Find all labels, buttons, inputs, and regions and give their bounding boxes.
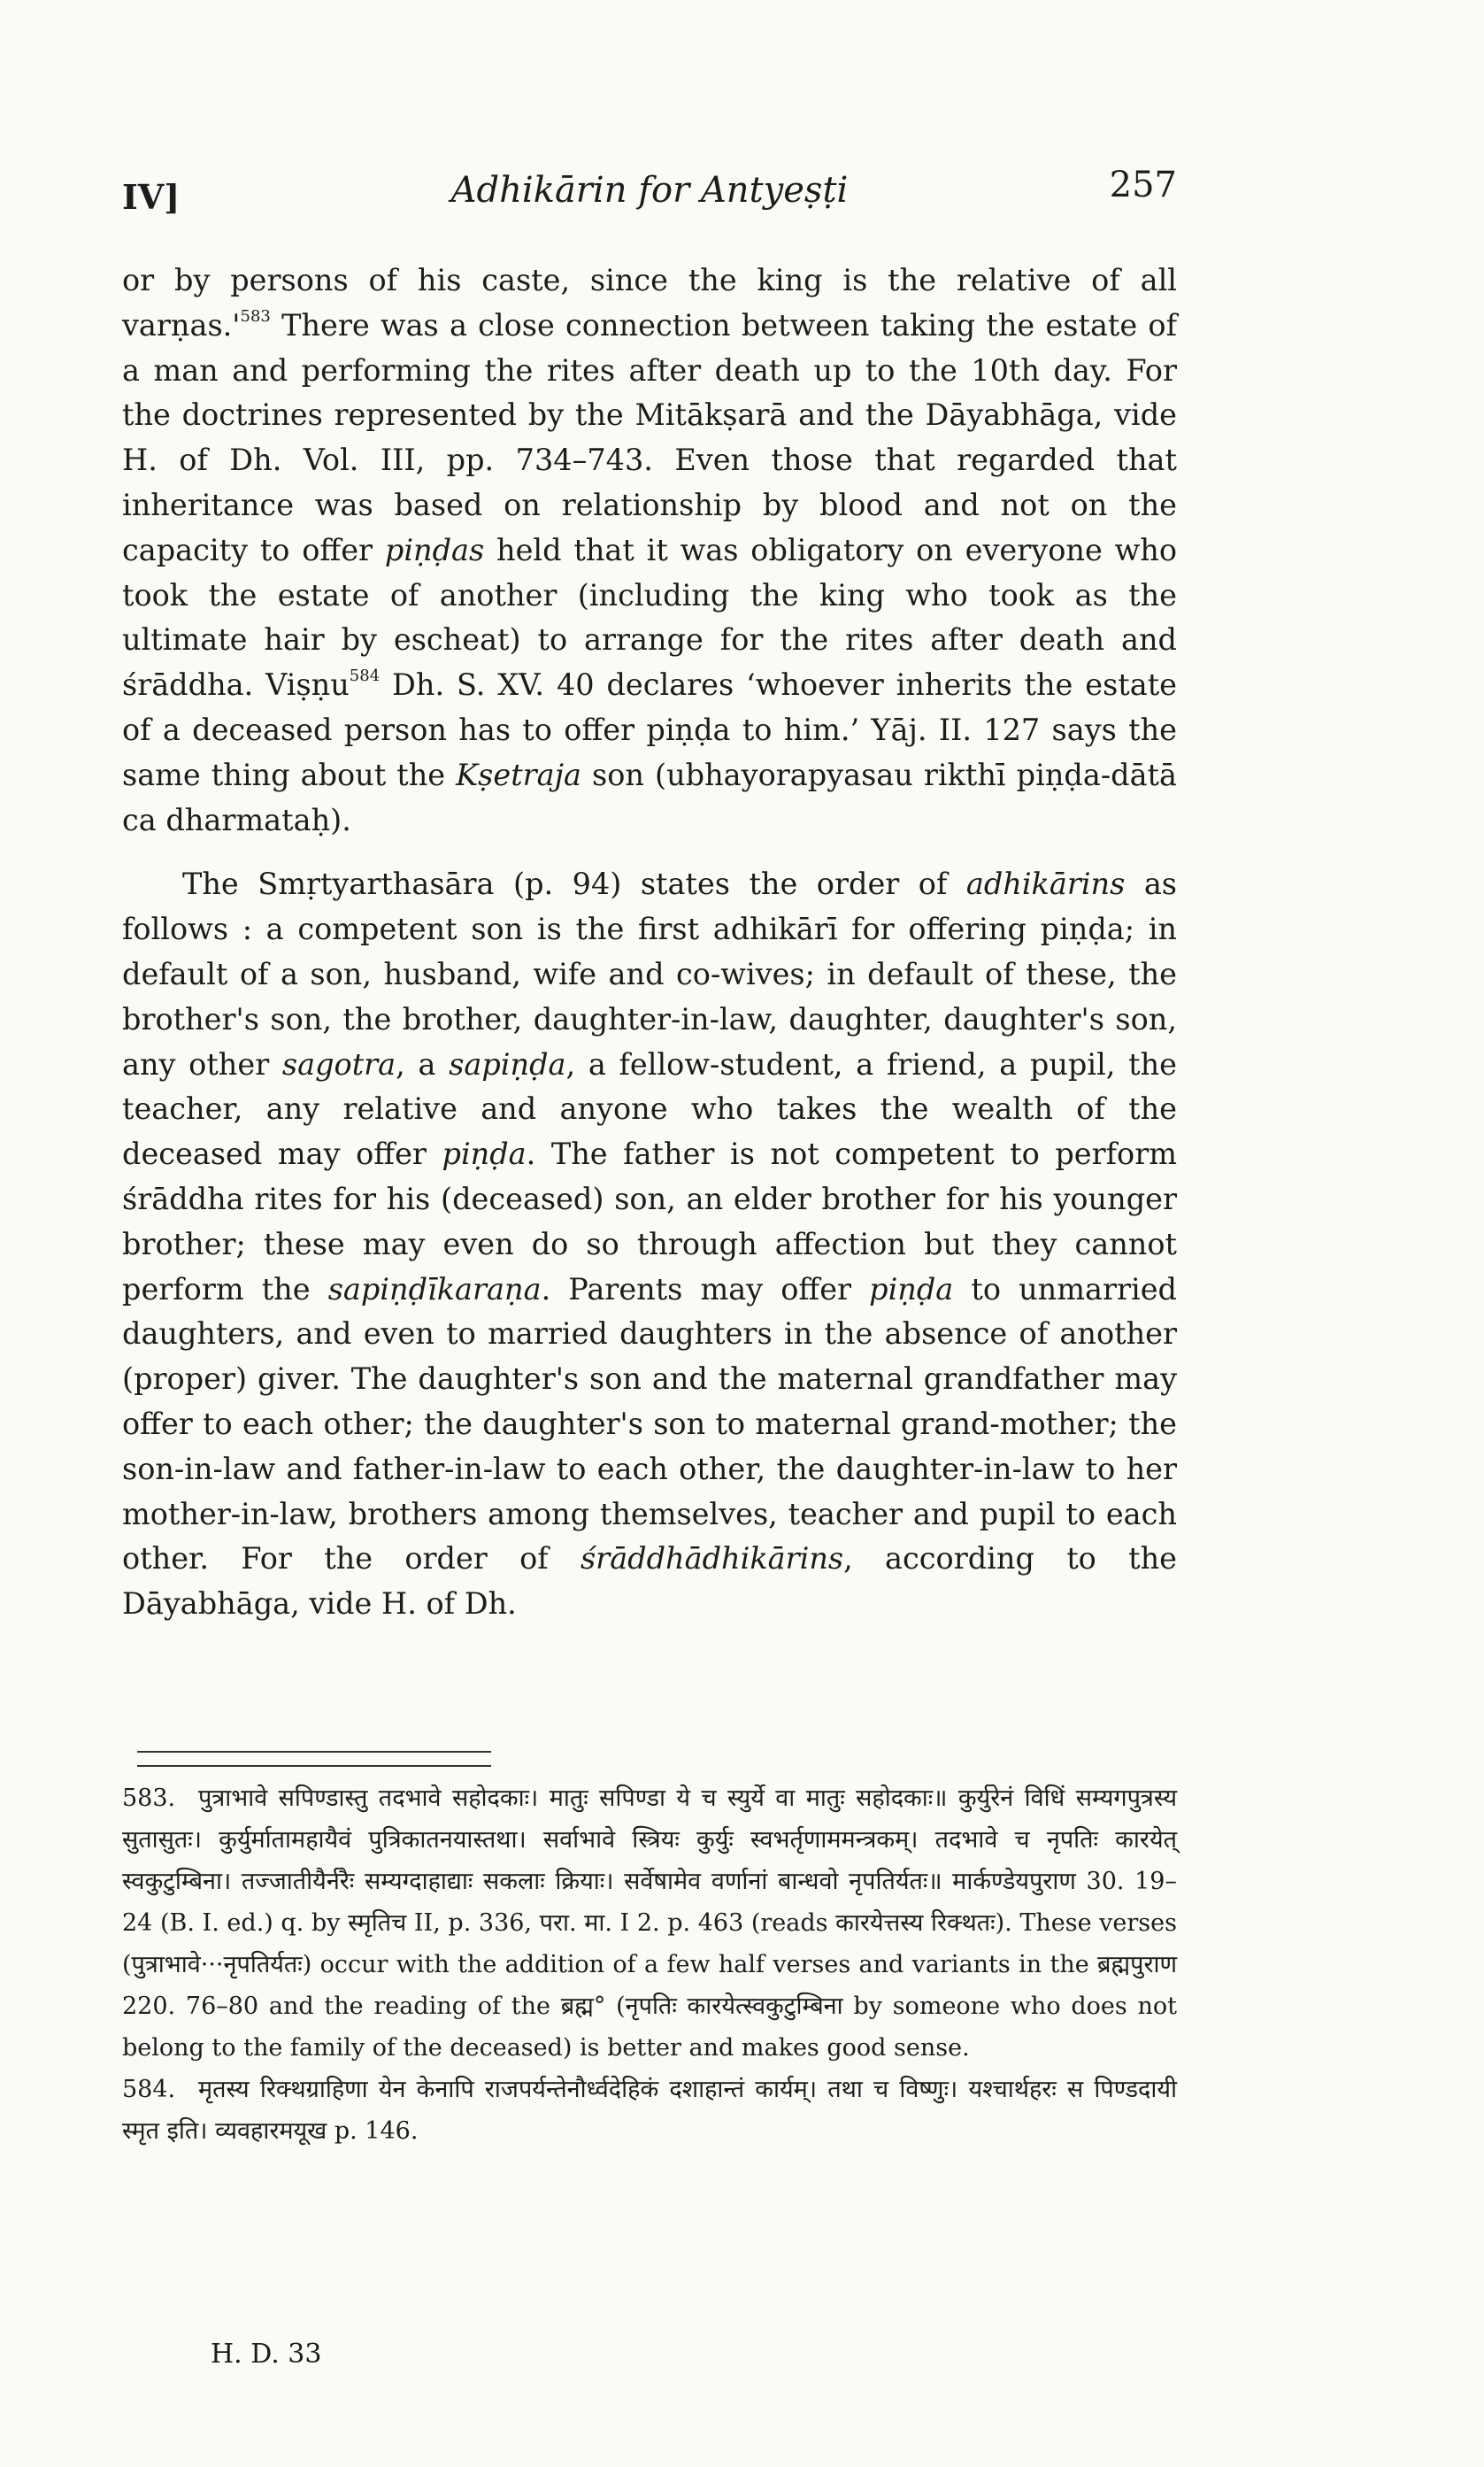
footnote-text: मृतस्य रिक्थग्राहिणा येन केनापि राजपर्यन्तेनौर्ध्वदेहिकं दशाहान्तं कार्यम्। तथा च विष्णुः। यश्चार्थहरः स पिण्डदायी स्मृत इति। व्यवहारमयूख p. 146. <box>122 2076 1177 2145</box>
main-text <box>122 258 1177 1627</box>
footnote-ref-584: 584 <box>349 667 381 686</box>
footnote-number: 583. <box>122 1785 176 1812</box>
paragraph-2 <box>122 862 1177 1627</box>
text-run: as follows : a competent son is the first adhikārī for offering piṇḍa; in default of a son, husband, wife and co-wives; in default of these, the brother's son, the brother, daughter-in-law, daughter, daughter's son, any other <box>122 867 1177 1082</box>
footnote-ref-583: 583 <box>240 306 271 326</box>
page-number: 257 <box>1109 165 1177 205</box>
italic-term: piṇḍa <box>442 1137 527 1172</box>
footnote-584 <box>122 2069 1177 2152</box>
footnote-divider <box>137 1751 491 1767</box>
text-run: . The father is not competent to perform śrāddha rites for his (deceased) son, an elder brother for his younger brother; these may even do so through affection but they cannot perform the <box>122 1137 1177 1307</box>
text-run: Dh. S. XV. 40 declares ‘whoever inherits the estate of a deceased person has to offer piṇḍa to him.’ Yāj. II. 127 says the same thing about the <box>122 667 1177 792</box>
italic-term: adhikārins <box>965 867 1126 902</box>
running-header <box>122 165 1177 223</box>
text-run: , a <box>396 1046 450 1082</box>
running-title: Adhikārin for Antyeṣṭi <box>450 170 849 211</box>
italic-term: Kṣetraja <box>456 757 582 792</box>
italic-term: piṇḍas <box>384 532 485 567</box>
text-run: , a fellow-student, a friend, a pupil, the teacher, any relative and anyone who takes the wealth of the deceased may offer <box>122 1046 1177 1172</box>
signature-mark: H. D. 33 <box>211 2339 322 2370</box>
italic-term: piṇḍa <box>869 1271 954 1307</box>
footnote-583 <box>122 1777 1177 2069</box>
text-run: to unmarried daughters, and even to married daughters in the absence of another (proper) giver. The daughter's son and the maternal grandfather may offer to each other; the daughter's son to maternal grand-mother; the son-in-law and father-in-law to each other, the daughter-in-law to her mother-in-law, brothers among themselves, teacher and pupil to each other. For the order of <box>122 1271 1177 1577</box>
text-run: or by persons of his caste, since the king is the relative of all varṇas.' <box>122 263 1177 343</box>
text-run: son (ubhayorapyasau rikthī piṇḍa-dātā ca dharmataḥ). <box>122 757 1177 837</box>
text-run: . Parents may offer <box>541 1271 870 1307</box>
italic-term: sagotra <box>281 1046 396 1082</box>
text-run: The Smṛtyarthasāra (p. 94) states the order of <box>182 867 966 902</box>
text-run: held that it was obligatory on everyone who took the estate of another (including the king who took as the ultimate hair by escheat) to arrange for the rites after death and śrāddha. Viṣṇu <box>122 532 1177 703</box>
text-run: There was a close connection between taking the estate of a man and performing the rites after death up to the 10th day. For the doctrines represented by the Mitākṣarā and the Dāyabhāga, vide H. of Dh. Vol. III, pp. 734–743. Even those that regarded that inheritance was based on relationship by blood and not on the capacity to offer <box>122 307 1177 567</box>
footnote-number: 584. <box>122 2076 176 2103</box>
section-marker: IV] <box>122 177 181 217</box>
italic-term: sapiṇḍīkaraṇa <box>327 1271 542 1307</box>
italic-term: śrāddhādhikārins <box>580 1541 844 1577</box>
text-run: , according to the Dāyabhāga, vide H. of Dh. <box>122 1541 1177 1622</box>
footnote-text: पुत्राभावे सपिण्डास्तु तदभावे सहोदकाः। मातुः सपिण्डा ये च स्युर्ये वा मातुः सहोदकाः॥ कुर्युरेनं विधिं सम्यगपुत्रस्य सुतासुतः। कुर्युर्मातामहायैवं पुत्रिकातनयास्तथा। सर्वाभावे स्त्रियः कुर्युः स्वभर्तृणाममन्त्रकम्। तदभावे च नृपतिः कारयेत् स्वकुटुम्बिना। तज्जातीयैर्नरैः सम्यग्दाहाद्याः सकलाः क्रियाः। सर्वेषामेव वर्णानां बान्धवो नृपतिर्यतः॥ मार्कण्डेयपुराण 30. 19–24 (B. I. ed.) q. by स्मृतिच II, p. 336, परा. मा. I 2. p. 463 (reads कारयेत्तस्य रिक्थतः). These verses (पुत्राभावे···नृपतिर्यतः) occur with the addition of a few half verses and variants in the ब्रह्मपुराण 220. 76–80 and the reading of the ब्रह्म° (नृपतिः कारयेत्स्वकुटुम्बिना by someone who does not belong to the family of the deceased) is better and makes good sense. <box>122 1785 1177 2062</box>
footnotes <box>122 1777 1177 2152</box>
paragraph-1 <box>122 258 1177 843</box>
italic-term: sapiṇḍa <box>449 1046 566 1082</box>
